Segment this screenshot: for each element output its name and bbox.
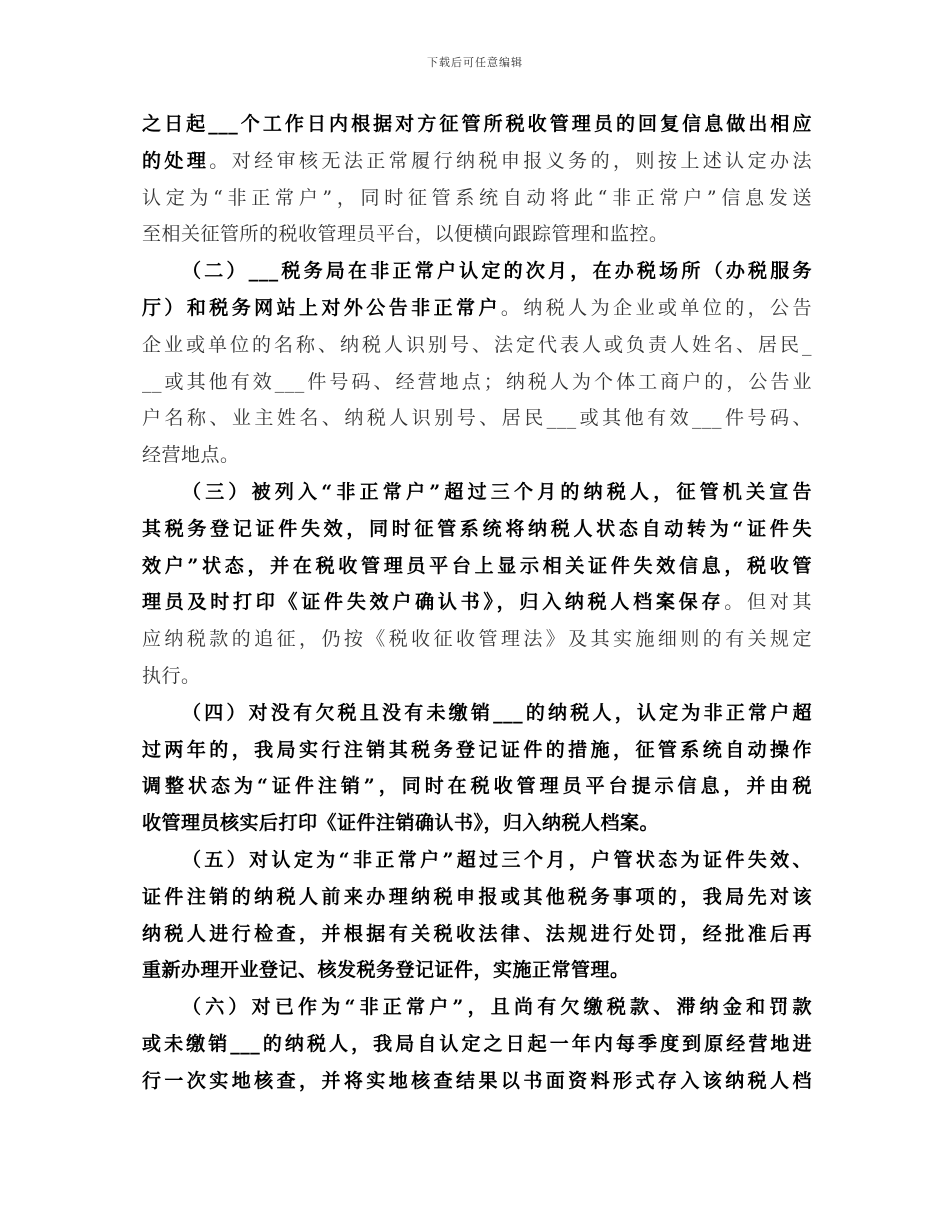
paragraph-five-start <box>142 842 812 879</box>
text-run: 过两年的，我局实行注销其税务登记证件的措施，征管系统自动操作 <box>142 738 812 761</box>
text-line <box>142 658 812 695</box>
paragraph-two-start <box>142 253 812 290</box>
text-line <box>142 1026 812 1063</box>
text-line <box>142 952 812 989</box>
text-run: 户名称、业主姓名、纳税人识别号、居民___或其他有效___件号码、 <box>142 407 812 430</box>
text-line <box>142 290 812 327</box>
text-run: 。对经审核无法正常履行纳税申报义务的，则按上述认定办法 <box>209 149 812 172</box>
text-run: 纳税人进行检查，并根据有关税收法律、法规进行处罚，经批准后再 <box>142 922 812 945</box>
text-run: 认定为“非正常户”，同时征管系统自动将此“非正常户”信息发送 <box>142 186 812 209</box>
document-body <box>142 106 812 1100</box>
text-run: 经营地点。 <box>142 444 240 467</box>
text-line <box>142 143 812 180</box>
text-run: 执行。 <box>142 664 201 687</box>
text-line <box>142 511 812 548</box>
text-run: 重新办理开业登记、核发税务登记证件，实施正常管理。 <box>142 959 630 982</box>
text-run: （四）对没有欠税且没有未缴销___的纳税人，认定为非正常户超 <box>182 701 812 724</box>
text-line <box>142 879 812 916</box>
text-run: 厅）和税务网站上对外公告非正常户 <box>142 296 501 319</box>
text-line <box>142 768 812 805</box>
text-run: 企业或单位的名称、纳税人识别号、法定代表人或负责人姓名、居民_ <box>142 333 812 356</box>
text-run: 理员及时打印《证件失效户确认书》，归入纳税人档案保存 <box>142 591 725 614</box>
text-line <box>142 400 812 437</box>
text-run: 应纳税款的追征，仍按《税收征收管理法》及其实施细则的有关规定 <box>142 628 812 651</box>
text-line <box>142 732 812 769</box>
text-run: 。但对其 <box>724 591 812 614</box>
text-line <box>142 216 812 253</box>
text-run: __或其他有效___件号码、经营地点；纳税人为个体工商户的，公告业 <box>142 370 812 393</box>
text-line <box>142 916 812 953</box>
text-line <box>142 621 812 658</box>
text-run: 行一次实地核查，并将实地核查结果以书面资料形式存入该纳税人档 <box>142 1069 812 1092</box>
text-line <box>142 106 812 143</box>
paragraph-four-start <box>142 695 812 732</box>
paragraph-three-start <box>142 474 812 511</box>
text-run: 至相关征管所的税收管理员平台，以便横向跟踪管理和监控。 <box>142 223 669 246</box>
text-run: 之日起___个工作日内根据对方征管所税收管理员的回复信息做出相应 <box>142 113 812 135</box>
text-line <box>142 805 812 842</box>
text-line <box>142 364 812 401</box>
text-run: 效户”状态，并在税收管理员平台上显示相关证件失效信息，税收管 <box>142 554 812 577</box>
text-line <box>142 1063 812 1100</box>
text-run: 调整状态为“证件注销”，同时在税收管理员平台提示信息，并由税 <box>142 775 812 798</box>
text-run: 或未缴销___的纳税人，我局自认定之日起一年内每季度到原经营地进 <box>142 1032 812 1055</box>
text-line <box>142 180 812 217</box>
text-run: （五）对认定为“非正常户”超过三个月，户管状态为证件失效、 <box>182 848 812 871</box>
text-line <box>142 327 812 364</box>
text-run: （二）___税务局在非正常户认定的次月，在办税场所（办税服务 <box>182 260 812 283</box>
text-run: 收管理员核实后打印《证件注销确认书》，归入纳税人档案。 <box>142 812 660 835</box>
text-run: （三）被列入“非正常户”超过三个月的纳税人，征管机关宣告 <box>182 480 812 503</box>
text-line <box>142 584 812 621</box>
text-run: 。纳税人为企业或单位的，公告 <box>500 296 812 319</box>
paragraph-six-start <box>142 989 812 1026</box>
text-line <box>142 437 812 474</box>
text-run: 的处理 <box>142 149 210 172</box>
text-line <box>142 548 812 585</box>
text-run: （六）对已作为“非正常户”，且尚有欠缴税款、滞纳金和罚款 <box>182 996 812 1019</box>
text-run: 证件注销的纳税人前来办理纳税申报或其他税务事项的，我局先对该 <box>142 885 812 908</box>
page-header: 下载后可任意编辑 <box>427 56 523 69</box>
text-run: 其税务登记证件失效，同时征管系统将纳税人状态自动转为“证件失 <box>142 517 812 540</box>
